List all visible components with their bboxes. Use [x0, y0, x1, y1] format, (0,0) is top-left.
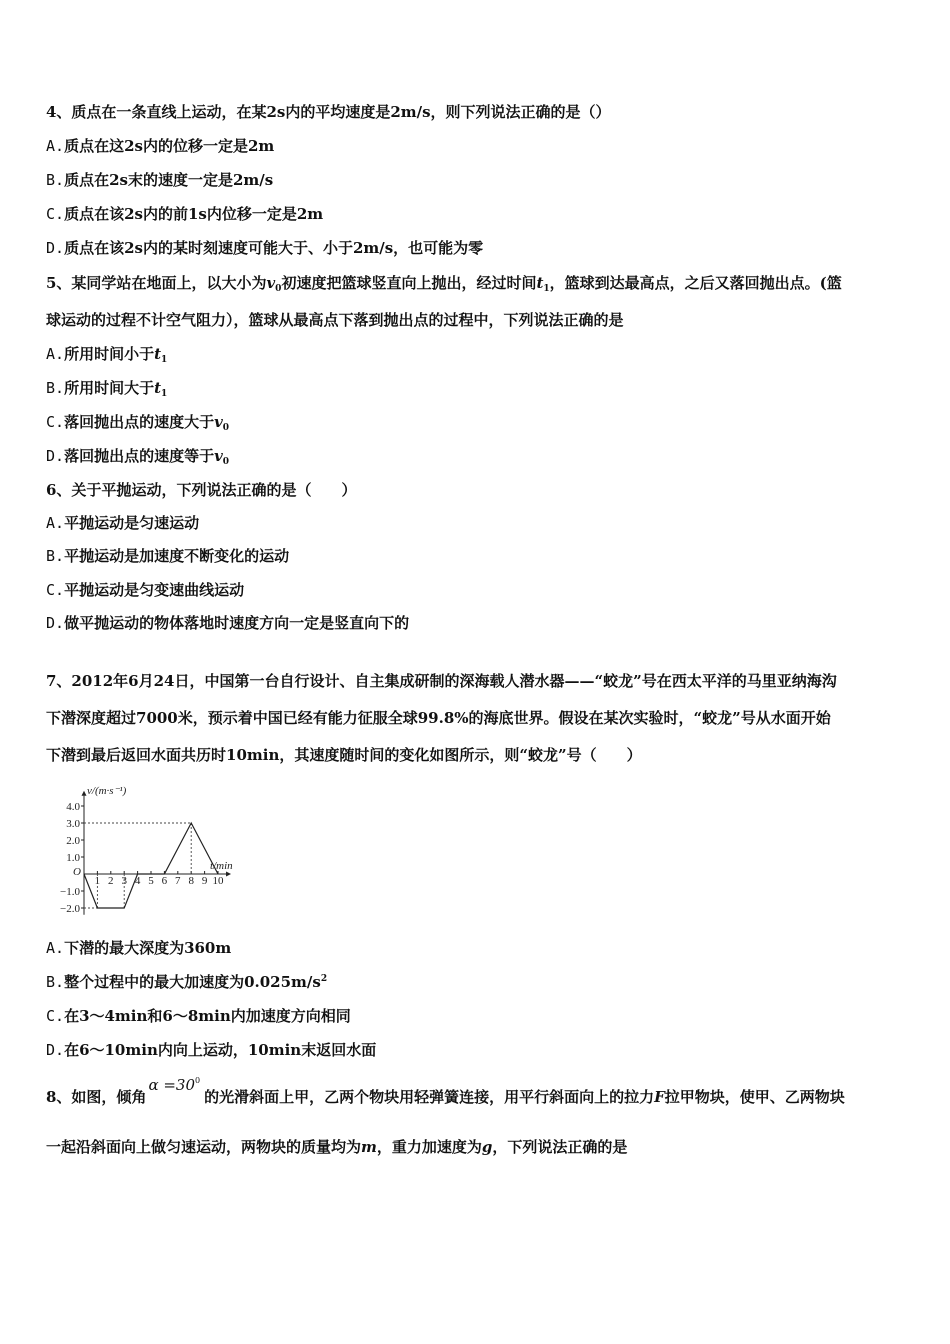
q7-stem-line3: 下潜到最后返回水面共历时10min，其速度随时间的变化如图所示，则“蛟龙”号（ ） [46, 746, 642, 764]
q5-option-c [46, 412, 229, 432]
q5-option-b [46, 378, 167, 398]
q4-option-d [46, 238, 483, 258]
q7-option-d [46, 1040, 376, 1060]
y-tick-label: 1.0 [66, 852, 80, 864]
option-var: t [154, 379, 162, 397]
option-letter: A. [46, 939, 65, 957]
option-text: 落回抛出点的速度大于 [64, 413, 215, 431]
g-symbol: g [481, 1138, 493, 1156]
x-axis-arrow [226, 872, 231, 877]
v0-subscript: 0 [275, 284, 282, 294]
option-text: 整个过程中的最大加速度为0.025m/s [64, 973, 321, 991]
x-axis-label: t/min [210, 860, 233, 872]
q5-stem-c: ，篮球到达最高点，之后又落回抛出点。(篮 [549, 274, 842, 292]
x-tick-label: 2 [108, 875, 114, 887]
option-letter: B. [46, 973, 65, 991]
option-text: 在6～10min内向上运动，10min末返回水面 [64, 1041, 377, 1059]
q5-stem-line2: 球运动的过程不计空气阻力），篮球从最高点下落到抛出点的过程中，下列说法正确的是 [46, 311, 624, 329]
q4-option-a [46, 136, 274, 156]
option-text: 平抛运动是匀变速曲线运动 [64, 581, 245, 599]
option-sub: 1 [161, 389, 168, 399]
t1-subscript: 1 [543, 284, 550, 294]
q6-option-d [46, 613, 409, 633]
q8-stem-line2-c: ，下列说法正确的是 [492, 1138, 628, 1156]
velocity-time-graph [44, 778, 254, 918]
option-letter: C. [46, 581, 65, 599]
option-text: 在3～4min和6～8min内加速度方向相同 [64, 1007, 351, 1025]
q5-option-a [46, 344, 167, 364]
alpha-formula [146, 1075, 204, 1095]
option-var: v [214, 447, 223, 465]
option-letter: C. [46, 413, 65, 431]
x-tick-label: 5 [148, 875, 154, 887]
x-tick-label: 4 [134, 875, 141, 887]
q7-option-a [46, 938, 231, 958]
y-tick-label: −2.0 [60, 903, 80, 915]
graph-axes [82, 791, 232, 915]
option-text: 质点在这2s内的位移一定是2m [64, 137, 275, 155]
x-tick-label: 9 [201, 875, 208, 887]
v0-symbol: v [266, 274, 276, 292]
q4-stem: 4、质点在一条直线上运动，在某2s内的平均速度是2m/s，则下列说法正确的是（） [46, 103, 611, 121]
q5-option-d [46, 446, 229, 466]
option-letter: C. [46, 1007, 65, 1025]
q8-stem-a: 8、如图，倾角 [46, 1088, 147, 1106]
option-letter: B. [46, 379, 65, 397]
q7-option-c [46, 1006, 351, 1026]
option-text: 质点在该2s内的某时刻速度可能大于、小于2m/s，也可能为零 [64, 239, 484, 257]
x-tick-label: 1 [94, 875, 101, 887]
q8-stem-b: 的光滑斜面上甲，乙两个物块用轻弹簧连接，用平行斜面向上的拉力 [204, 1088, 655, 1106]
option-letter: D. [46, 239, 65, 257]
option-letter: D. [46, 447, 65, 465]
q7-stem-line2: 下潜深度超过7000米，预示着中国已经有能力征服全球99.8%的海底世界。假设在某次实验时，“蛟龙”号从水面开始 [46, 709, 831, 727]
option-text: 平抛运动是匀速运动 [64, 514, 200, 532]
option-var: v [214, 413, 223, 431]
dashed-guides [84, 823, 191, 908]
option-text: 平抛运动是加速度不断变化的运动 [64, 547, 290, 565]
q8-stem-line2 [46, 1137, 627, 1157]
q8-stem-c: 拉甲物块，使甲、乙两物块 [664, 1088, 845, 1106]
option-letter: B. [46, 171, 65, 189]
q6-option-b [46, 546, 289, 566]
option-letter: D. [46, 1041, 65, 1059]
option-sub: 1 [161, 355, 168, 365]
option-sub: 0 [222, 423, 230, 433]
q6-option-a [46, 513, 199, 533]
option-letter: A. [46, 345, 65, 363]
option-text: 落回抛出点的速度等于 [64, 447, 215, 465]
q6-option-c [46, 580, 244, 600]
option-letter: C. [46, 205, 65, 223]
q8-stem-line2-b: ，重力加速度为 [376, 1138, 482, 1156]
alpha-text: α =30 [148, 1076, 196, 1094]
option-letter: A. [46, 137, 65, 155]
y-axis-label: v/(m·s⁻¹) [87, 784, 127, 797]
option-var: t [154, 345, 162, 363]
y-tick-label: 3.0 [66, 818, 80, 830]
y-ticks [60, 801, 84, 915]
origin-label: O [73, 866, 81, 878]
q7-stem-line1: 7、2012年6月24日，中国第一台自行设计、自主集成研制的深海载人潜水器——“蛟龙”号在西太平洋的马里亚纳海沟 [46, 672, 837, 690]
x-tick-label: 7 [175, 875, 181, 887]
option-text: 下潜的最大深度为360m [64, 939, 232, 957]
y-axis-arrow [82, 791, 87, 796]
option-sup: 2 [320, 974, 328, 984]
option-text: 所用时间小于 [64, 345, 155, 363]
y-tick-label: −1.0 [60, 886, 80, 898]
x-tick-label: 8 [188, 875, 194, 887]
q4-option-b [46, 170, 273, 190]
q4-option-c [46, 204, 323, 224]
q5-stem-b: 初速度把篮球竖直向上抛出，经过时间 [281, 274, 537, 292]
option-text: 质点在该2s内的前1s内位移一定是2m [64, 205, 324, 223]
y-tick-label: 2.0 [66, 835, 80, 847]
option-sub: 0 [222, 457, 230, 467]
y-tick-label: 4.0 [66, 801, 80, 813]
q5-stem-a: 5、某同学站在地面上，以大小为 [46, 274, 267, 292]
x-tick-label: 6 [161, 875, 168, 887]
option-letter: D. [46, 614, 65, 632]
option-text: 做平抛运动的物体落地时速度方向一定是竖直向下的 [64, 614, 410, 632]
x-tick-label: 10 [212, 875, 224, 887]
option-text: 所用时间大于 [64, 379, 155, 397]
option-letter: B. [46, 547, 65, 565]
q5-stem-line1 [46, 273, 842, 293]
q8-stem-line2-a: 一起沿斜面向上做匀速运动，两物块的质量均为 [46, 1138, 362, 1156]
option-text: 质点在2s末的速度一定是2m/s [64, 171, 274, 189]
velocity-series-line [84, 823, 218, 908]
q6-stem: 6、关于平抛运动，下列说法正确的是（ ） [46, 481, 357, 499]
q7-option-b [46, 972, 327, 992]
t1-symbol: t [536, 274, 544, 292]
m-symbol: m [361, 1138, 377, 1156]
x-tick-label: 3 [121, 875, 127, 887]
F-symbol: F [654, 1088, 665, 1106]
option-letter: A. [46, 514, 65, 532]
alpha-degree: 0 [195, 1076, 201, 1085]
